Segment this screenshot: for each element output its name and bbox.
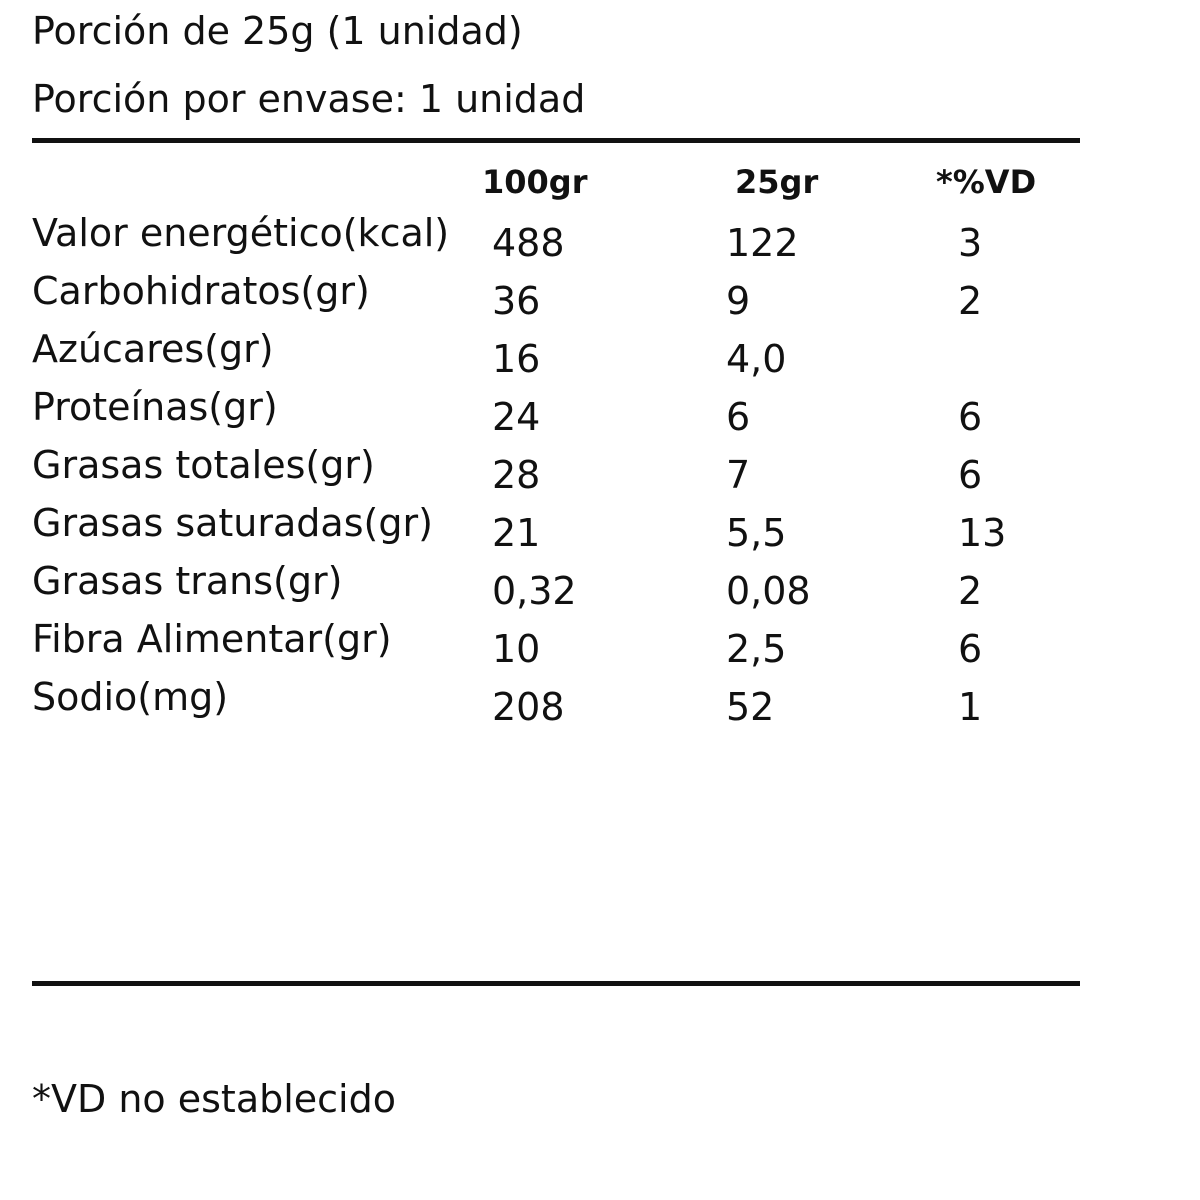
nutrition-rows [0, 210, 1200, 732]
table-row [0, 210, 1200, 268]
value-per-serving: 9 [726, 279, 751, 323]
value-per-100g: 21 [492, 511, 541, 555]
value-daily-percent: 2 [958, 279, 983, 323]
table-row [0, 268, 1200, 326]
value-per-serving: 52 [726, 685, 775, 729]
value-per-serving: 5,5 [726, 511, 787, 555]
nutrient-name: Grasas trans(gr) [32, 559, 343, 603]
value-per-serving: 2,5 [726, 627, 787, 671]
value-per-serving: 4,0 [726, 337, 787, 381]
top-divider [32, 138, 1080, 143]
table-row [0, 500, 1200, 558]
footnote: *VD no establecido [32, 1077, 396, 1121]
table-row [0, 616, 1200, 674]
servings-per-container: Porción por envase: 1 unidad [32, 77, 586, 121]
value-daily-percent: 6 [958, 453, 983, 497]
bottom-divider [32, 981, 1080, 986]
value-per-100g: 24 [492, 395, 541, 439]
nutrient-name: Grasas totales(gr) [32, 443, 375, 487]
value-daily-percent: 3 [958, 221, 983, 265]
nutrient-name: Fibra Alimentar(gr) [32, 617, 392, 661]
table-row [0, 558, 1200, 616]
value-daily-percent: 6 [958, 627, 983, 671]
nutrient-name: Carbohidratos(gr) [32, 269, 370, 313]
table-row [0, 674, 1200, 732]
value-per-serving: 6 [726, 395, 751, 439]
value-daily-percent: 2 [958, 569, 983, 613]
value-per-serving: 7 [726, 453, 751, 497]
value-per-100g: 10 [492, 627, 541, 671]
serving-size: Porción de 25g (1 unidad) [32, 9, 523, 53]
value-per-serving: 122 [726, 221, 799, 265]
table-row [0, 442, 1200, 500]
value-per-100g: 36 [492, 279, 541, 323]
value-per-100g: 28 [492, 453, 541, 497]
value-daily-percent: 6 [958, 395, 983, 439]
value-per-serving: 0,08 [726, 569, 811, 613]
value-daily-percent: 1 [958, 685, 983, 729]
table-row [0, 326, 1200, 384]
nutrient-name: Proteínas(gr) [32, 385, 278, 429]
value-per-100g: 16 [492, 337, 541, 381]
column-header-100gr: 100gr [482, 163, 588, 201]
value-daily-percent: 13 [958, 511, 1007, 555]
value-per-100g: 488 [492, 221, 565, 265]
column-header-vd: *%VD [936, 163, 1037, 201]
nutrient-name: Azúcares(gr) [32, 327, 274, 371]
column-header-25gr: 25gr [735, 163, 819, 201]
value-per-100g: 0,32 [492, 569, 577, 613]
table-row [0, 384, 1200, 442]
value-per-100g: 208 [492, 685, 565, 729]
nutrient-name: Sodio(mg) [32, 675, 229, 719]
nutrient-name: Valor energético(kcal) [32, 211, 450, 255]
nutrient-name: Grasas saturadas(gr) [32, 501, 433, 545]
